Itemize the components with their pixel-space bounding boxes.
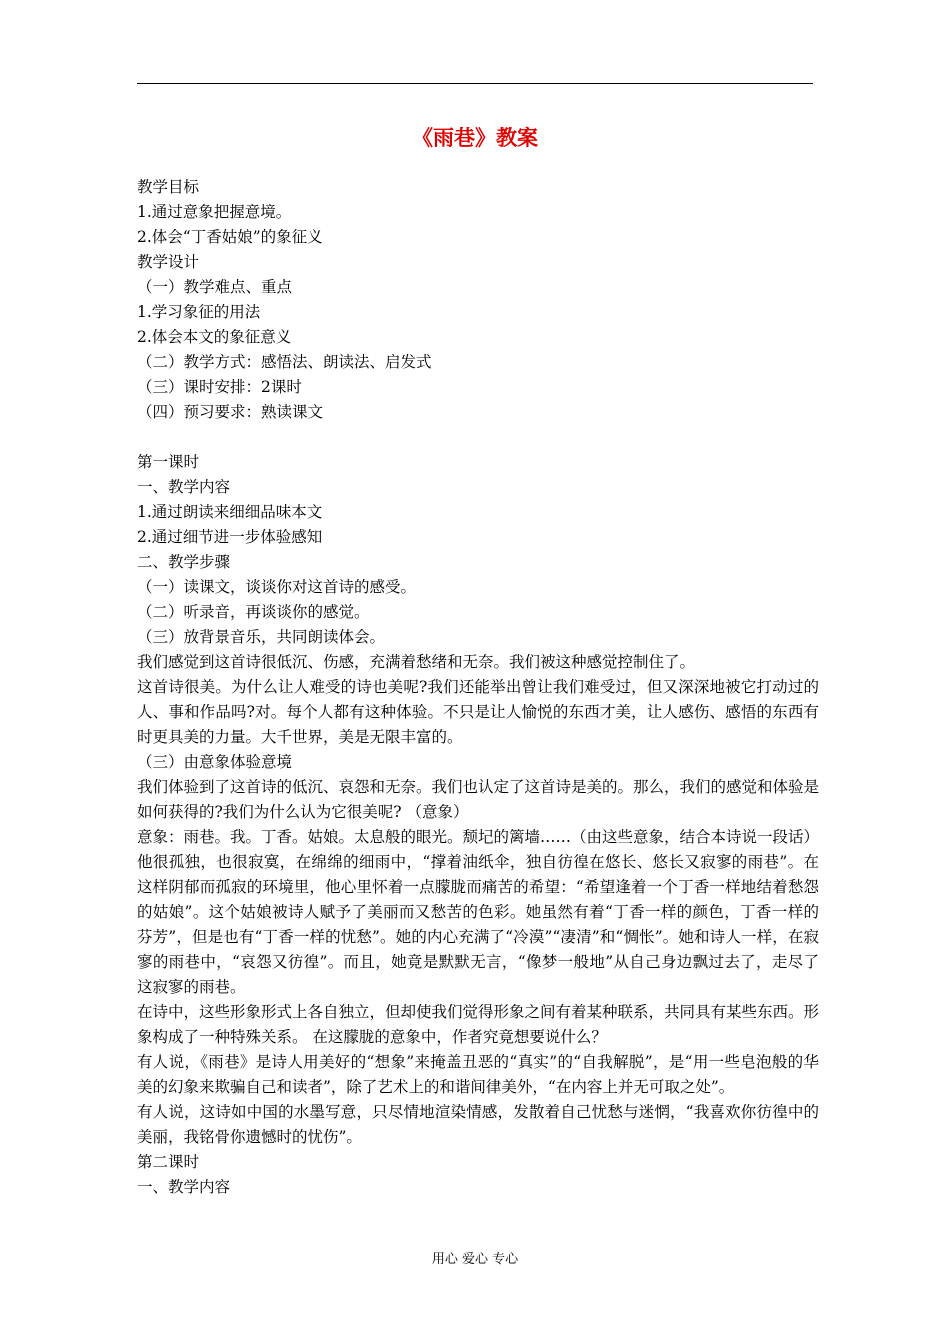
- text-line: （三）放背景音乐，共同朗读体会。: [137, 628, 386, 646]
- document-body: [137, 175, 819, 1200]
- paragraph: 有人说，《雨巷》是诗人用美好的“想象”来掩盖丑恶的“真实”的“自我解脱”，是“用一些皂泡般的华美的幻象来欺骗自己和读者”，除了艺术上的和谐间律美外，“在内容上并无可取之处”。: [137, 1053, 819, 1096]
- text-line: （二）教学方式：感悟法、朗读法、启发式: [137, 353, 432, 371]
- header-rule: [137, 83, 813, 84]
- text-line: 1.通过意象把握意境。: [137, 203, 292, 221]
- text-line: 我们感觉到这首诗很低沉、伤感，充满着愁绪和无奈。我们被这种感觉控制住了。: [137, 653, 696, 671]
- text-line: （三）课时安排：2课时: [137, 378, 302, 396]
- paragraph: 我们体验到了这首诗的低沉、哀怨和无奈。我们也认定了这首诗是美的。那么，我们的感觉和体验是如何获得的?我们为什么认为它很美呢? （意象）: [137, 778, 820, 821]
- paragraph: 第二课时: [137, 1153, 200, 1171]
- text-line: 第一课时: [137, 453, 200, 471]
- blank-line: [137, 425, 819, 450]
- text-line: 1.学习象征的用法: [137, 303, 261, 321]
- text-line: 二、教学步骤: [137, 553, 231, 571]
- paragraph: 意象：雨巷。我。丁香。姑娘。太息般的眼光。颓圮的篱墙……（由这些意象，结合本诗说一段话）他很孤独，也很寂寞，在绵绵的细雨中，“撑着油纸伞，独自彷徨在悠长、悠长又寂寥的雨巷”。在这样阴郁而孤寂的环境里，他心里怀着一点朦胧而痛苦的希望：“希望逢着一个丁香一样地结着愁怨的姑娘”。这个姑娘被诗人赋予了美丽而又愁苦的色彩。她虽然有着“丁香一样的颜色，丁香一样的芬芳”，但是也有“丁香一样的忧愁”。她的内心充满了“冷漠”“凄清”和“惆怅”。她和诗人一样，在寂寥的雨巷中，“哀怨又彷徨”。而且，她竟是默默无言，“像梦一般地”从自己身边飘过去了，走尽了这寂寥的雨巷。: [137, 828, 820, 996]
- paragraph: 有人说，这诗如中国的水墨写意，只尽情地渲染情感，发散着自己忧愁与迷惘，“我喜欢你彷徨中的美丽，我铭骨你遗憾时的忧伤”。: [137, 1103, 819, 1146]
- document-title: 《雨巷》教案: [412, 125, 538, 150]
- text-line: （一）教学难点、重点: [137, 278, 293, 296]
- text-line: 2.通过细节进一步体验感知: [137, 528, 323, 546]
- text-line: 2.体会本文的象征意义: [137, 328, 292, 346]
- text-line: （二）听录音，再谈谈你的感觉。: [137, 603, 370, 621]
- paragraph: 这首诗很美。为什么让人难受的诗也美呢?我们还能举出曾让我们难受过，但又深深地被它打动过的人、事和作品吗?对。每个人都有这种体验。不只是让人愉悦的东西才美，让人感伤、感悟的东西有时更具美的力量。大千世界，美是无限丰富的。: [137, 678, 819, 746]
- text-line: （四）预习要求：熟读课文: [137, 403, 324, 421]
- paragraph: 在诗中，这些形象形式上各自独立，但却使我们觉得形象之间有着某种联系，共同具有某些东西。形象构成了一种特殊关系。 在这朦胧的意象中，作者究竟想要说什么？: [137, 1003, 820, 1046]
- paragraph: 一、教学内容: [137, 1178, 231, 1196]
- text-line: 教学目标: [137, 178, 200, 196]
- text-line: 1.通过朗读来细细品味本文: [137, 503, 323, 521]
- text-line: 教学设计: [137, 253, 200, 271]
- page-footer: 用心 爱心 专心: [431, 1252, 519, 1267]
- text-line: 一、教学内容: [137, 478, 231, 496]
- paragraph: （三）由意象体验意境: [137, 753, 293, 771]
- text-line: 2.体会“丁香姑娘”的象征义: [137, 228, 323, 246]
- text-line: （一）读课文，谈谈你对这首诗的感受。: [137, 578, 417, 596]
